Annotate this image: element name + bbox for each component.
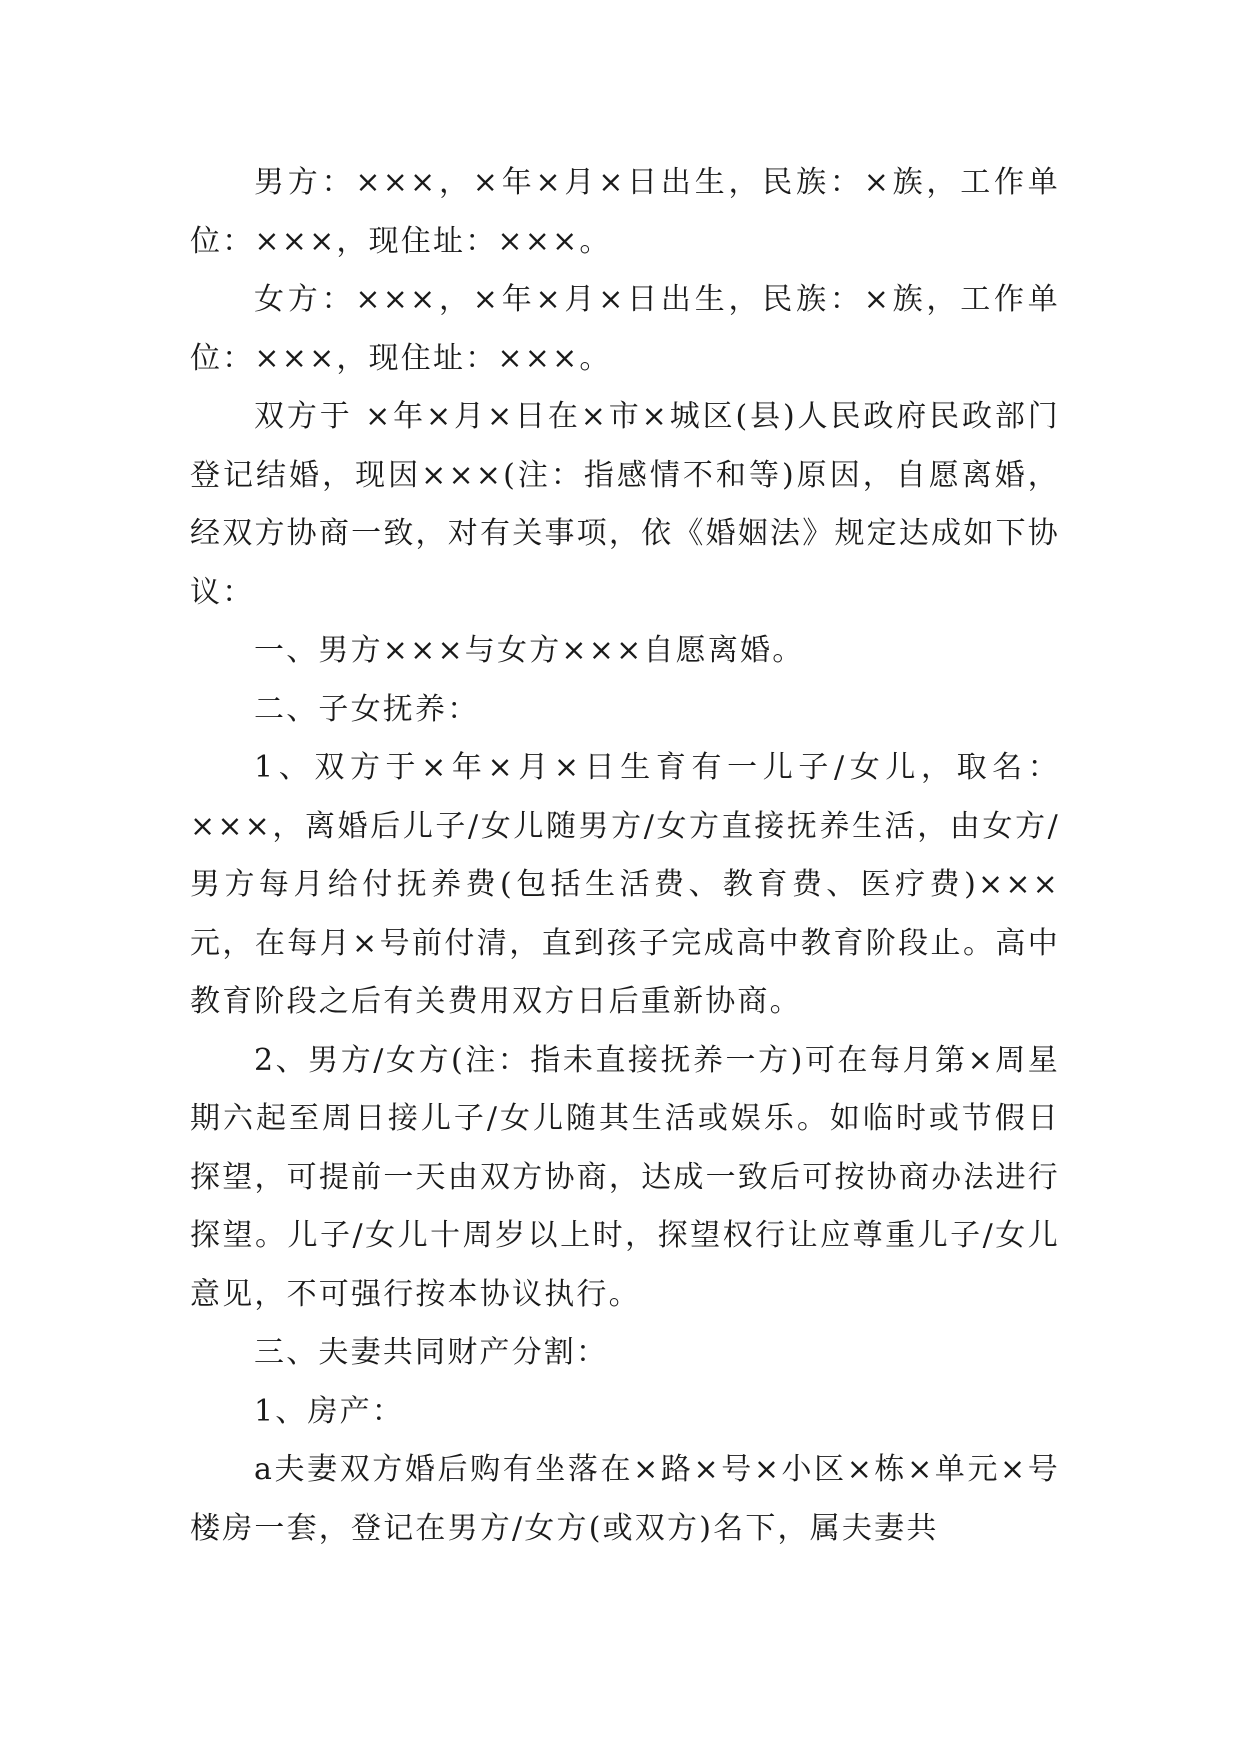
paragraph-clause-3-heading: 三、夫妻共同财产分割：	[254, 1335, 609, 1370]
paragraph-female-party: 女方：×××，×年×月×日出生，民族：×族，工作单位：×××，现住址：×××。	[190, 282, 1060, 376]
paragraph-clause-3-item-1: 1、房产：	[254, 1393, 405, 1429]
paragraph-clause-2-item-1: 1、双方于×年×月×日生育有一儿子/女儿，取名：×××，离婚后儿子/女儿随男方/女方直接抚养生活，由女方/男方每月给付抚养费(包括生活费、教育费、医疗费)×××元，在每月×号前付清，直到孩子完成高中教育阶段止。高中教育阶段之后有关费用双方日后重新协商。	[190, 750, 1060, 1019]
document-body	[190, 154, 1060, 1558]
paragraph-clause-1-divorce: 一、男方×××与女方×××自愿离婚。	[254, 633, 805, 668]
paragraph-clause-2-item-2: 2、男方/女方(注：指未直接抚养一方)可在每月第×周星期六起至周日接儿子/女儿随其生活或娱乐。如临时或节假日探望，可提前一天由双方协商，达成一致后可按协商办法进行探望。儿子/女儿十周岁以上时，探望权行让应尊重儿子/女儿意见，不可强行按本协议执行。	[190, 1042, 1060, 1312]
paragraph-clause-2-heading: 二、子女抚养：	[254, 691, 480, 727]
paragraph-clause-3-item-1a: a夫妻双方婚后购有坐落在×路×号×小区×栋×单元×号楼房一套，登记在男方/女方(或双方)名下，属夫妻共	[190, 1452, 1060, 1546]
paragraph-male-party: 男方：×××，×年×月×日出生，民族：×族，工作单位：×××，现住址：×××。	[190, 165, 1060, 259]
paragraph-marriage-background: 双方于 ×年×月×日在×市×城区(县)人民政府民政部门登记结婚，现因×××(注：指感情不和等)原因，自愿离婚，经双方协商一致，对有关事项，依《婚姻法》规定达成如下协议：	[190, 399, 1060, 610]
